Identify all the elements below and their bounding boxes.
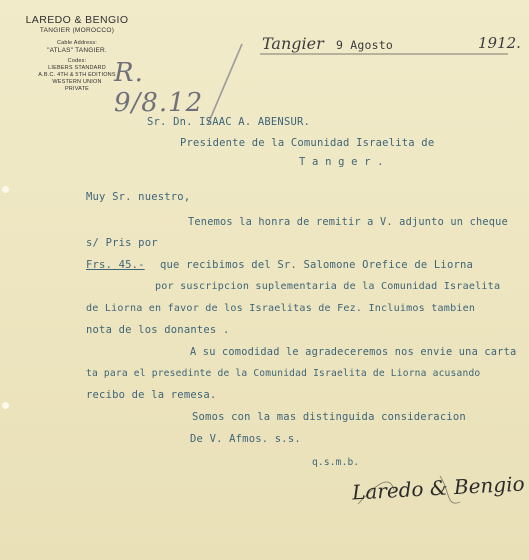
body-line: de Liorna en favor de los Israelitas de Fez. Incluimos tambien xyxy=(86,303,476,314)
date-year: 1912. xyxy=(478,34,521,52)
codes-label: Codes: xyxy=(67,58,87,64)
body-line: ta para el presedinte de la Comunidad Israelita de Liorna acusando xyxy=(86,368,481,379)
closing-line: De V. Afmos. s.s. xyxy=(190,433,301,445)
pencil-annotation xyxy=(110,54,230,118)
body-line: recibo de la remesa. xyxy=(86,389,217,401)
salutation: Muy Sr. nuestro, xyxy=(86,191,191,203)
body-line: A su comodidad le agradeceremos nos envie una carta xyxy=(190,346,517,358)
body-line: por suscripcion suplementaria de la Comunidad Israelita xyxy=(155,281,501,292)
date-day-month: 9 Agosto xyxy=(336,38,393,52)
letterhead-firm: LAREDO & BENGIO xyxy=(25,14,129,26)
recipient-title: Presidente de la Comunidad Israelita de xyxy=(180,137,435,149)
date-underline xyxy=(260,52,510,56)
body-line: Tenemos la honra de remitir a V. adjunto un cheque xyxy=(188,216,508,228)
amount: Frs. 45.- xyxy=(86,259,145,271)
signature: Laredo & Bengio xyxy=(351,471,526,505)
code-item: PRIVATE xyxy=(64,86,90,92)
signature-flourish xyxy=(350,470,500,520)
code-item: LIEBERS STANDARD xyxy=(48,65,106,71)
closing-line: Somos con la mas distinguida consideracion xyxy=(192,411,466,423)
punch-hole xyxy=(2,402,9,409)
body-line: nota de los donantes . xyxy=(86,324,230,336)
cable-label: Cable Address: xyxy=(56,40,98,46)
cable-address: "ATLAS" TANGIER. xyxy=(47,47,107,54)
code-item: WESTERN UNION xyxy=(52,79,102,85)
closing-line: q.s.m.b. xyxy=(312,457,360,468)
date-place: Tangier xyxy=(262,34,324,53)
recipient-city: T a n g e r . xyxy=(299,156,384,168)
body-line: s/ Pris por xyxy=(86,237,158,249)
punch-hole xyxy=(2,186,9,193)
letterhead-city: TANGIER (MOROCCO) xyxy=(39,27,115,34)
body-line: que recibimos del Sr. Salomone Orefice de Liorna xyxy=(160,259,474,271)
code-item: A.B.C. 4TH & 5TH EDITIONS xyxy=(38,72,116,78)
pencil-note-text: R. 9/8.12 xyxy=(114,58,204,118)
recipient-name: Sr. Dn. ISAAC A. ABENSUR. xyxy=(147,116,311,128)
